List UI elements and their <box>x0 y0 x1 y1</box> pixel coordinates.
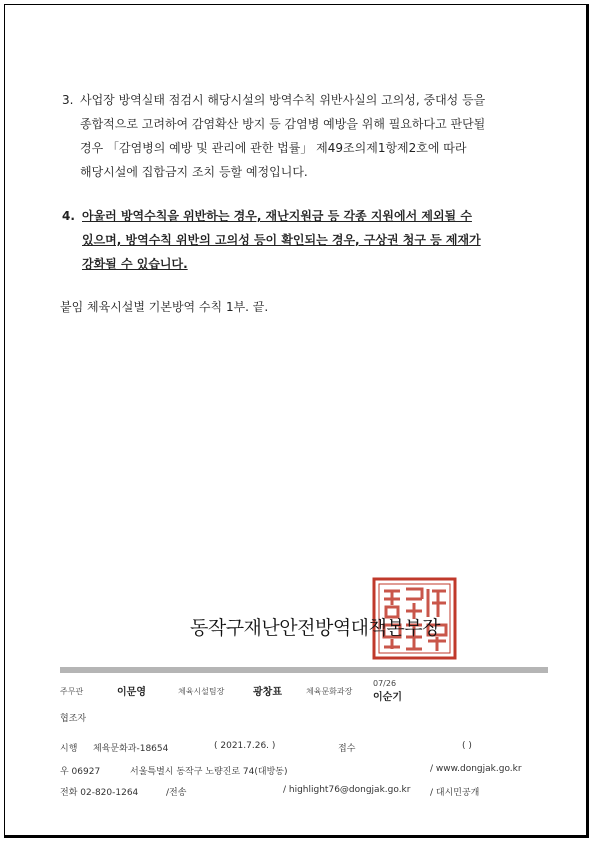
issuer-title: 동작구재난안전방역대책본부장 <box>190 617 440 639</box>
approval-role: 체육시설팀장 <box>178 687 225 696</box>
paragraph-number: 3. <box>62 93 74 107</box>
address: 서울특별시 동작구 노량진로 74(대방동) <box>130 767 288 777</box>
paragraph-4 <box>62 204 562 276</box>
enforce-doc-number: 체육문화과-18654 <box>93 744 169 754</box>
approval-name: 이순기 <box>373 692 402 703</box>
paragraph-3 <box>62 88 562 184</box>
paragraph-line: 경우 「감염병의 예방 및 관리에 관한 법률」 제49조의제1항제2호에 따라 <box>80 141 467 155</box>
paragraph-line: 아울러 방역수칙을 위반하는 경우, 재난지원금 등 각종 지원에서 제외될 수 <box>82 209 472 223</box>
approval-name: 광창표 <box>253 687 282 698</box>
approval-role: 주무관 <box>60 687 84 696</box>
paragraph-line: 사업장 방역실태 점검시 해당시설의 방역수칙 위반사실의 고의성, 중대성 등을 <box>80 93 486 107</box>
paragraph-number: 4. <box>62 209 75 223</box>
receive-label: 접수 <box>338 744 356 754</box>
approval-name: 이문영 <box>117 687 146 698</box>
website-link: / www.dongjak.go.kr <box>430 764 522 774</box>
paragraph-line: 해당시설에 집합금지 조치 등할 예정입니다. <box>80 165 308 179</box>
enforce-label: 시행 <box>60 744 78 754</box>
enforce-date: ( 2021.7.26. ) <box>214 741 276 751</box>
approval-role: 체육문화과장 <box>306 687 353 696</box>
receive-field: ( ) <box>462 741 472 751</box>
fax-label: /전송 <box>166 788 187 798</box>
disclosure-type: / 대시민공개 <box>430 788 480 798</box>
paragraph-line: 있으며, 방역수칙 위반의 고의성 등이 확인되는 경우, 구상권 청구 등 제재가 <box>82 233 481 247</box>
cooperator-label: 협조자 <box>60 714 87 724</box>
attachment-line: 붙임 체육시설별 기본방역 수칙 1부. 끝. <box>60 300 269 314</box>
email-address: / highlight76@dongjak.go.kr <box>283 785 411 795</box>
approval-date: 07/26 <box>373 679 397 688</box>
postal-code: 우 06927 <box>60 767 101 777</box>
paragraph-line: 종합적으로 고려하여 감염확산 방지 등 감염병 예방을 위해 필요하다고 판단될 <box>80 117 486 131</box>
divider <box>60 667 548 673</box>
phone-number: 전화 02-820-1264 <box>60 788 139 798</box>
paragraph-line: 강화될 수 있습니다. <box>82 257 188 271</box>
